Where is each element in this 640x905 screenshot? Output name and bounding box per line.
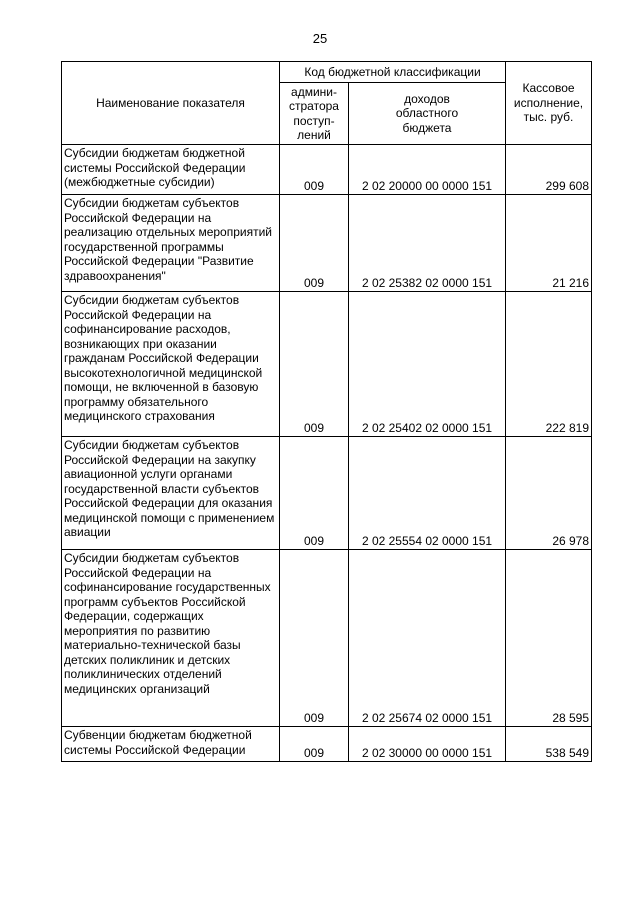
- budget-revenue-table: [61, 61, 592, 762]
- table-header: [62, 62, 592, 145]
- row-admin-code: 009: [280, 550, 349, 727]
- row-amount: 299 608: [506, 145, 592, 195]
- row-amount: 28 595: [506, 550, 592, 727]
- row-income-code: 2 02 25674 02 0000 151: [349, 550, 506, 727]
- row-income-code: 2 02 25554 02 0000 151: [349, 437, 506, 550]
- row-admin-code: 009: [280, 195, 349, 292]
- header-admin-code: админи- стратора поступ- лений: [280, 83, 349, 145]
- table-row: [62, 145, 592, 195]
- row-amount: 538 549: [506, 727, 592, 762]
- row-admin-code: 009: [280, 145, 349, 195]
- header-classification-code: Код бюджетной классификации: [280, 62, 506, 83]
- row-admin-code: 009: [280, 437, 349, 550]
- row-indicator-name: Субсидии бюджетам субъектов Российской Федерации на софинансирование расходов, возникающих при оказании гражданам Российской Федерации высокотехнологичной медицинской помощи, не включенной в базовую программу обязательного медицинского страхования: [62, 292, 280, 437]
- row-indicator-name: Субсидии бюджетам субъектов Российской Федерации на софинансирование государственных программ субъектов Российской Федерации, содержащих мероприятия по развитию материально-технической базы детских поликлиник и детских поликлинических отделений медицинских организаций: [62, 550, 280, 727]
- row-admin-code: 009: [280, 292, 349, 437]
- row-indicator-name: Субсидии бюджетам субъектов Российской Федерации на реализацию отдельных мероприятий государственной программы Российской Федерации "Развитие здравоохранения": [62, 195, 280, 292]
- page-number: 25: [312, 31, 328, 46]
- table-row: [62, 195, 592, 292]
- row-income-code: 2 02 20000 00 0000 151: [349, 145, 506, 195]
- row-income-code: 2 02 25382 02 0000 151: [349, 195, 506, 292]
- header-indicator-name: Наименование показателя: [62, 62, 280, 145]
- row-amount: 222 819: [506, 292, 592, 437]
- row-income-code: 2 02 25402 02 0000 151: [349, 292, 506, 437]
- row-indicator-name: Субвенции бюджетам бюджетной системы Российской Федерации: [62, 727, 280, 762]
- row-indicator-name: Субсидии бюджетам субъектов Российской Федерации на закупку авиационной услуги органами государственной власти субъектов Российской Федерации для оказания медицинской помощи с применением авиации: [62, 437, 280, 550]
- row-indicator-name: Субсидии бюджетам бюджетной системы Российской Федерации (межбюджетные субсидии): [62, 145, 280, 195]
- table-row: [62, 292, 592, 437]
- row-amount: 26 978: [506, 437, 592, 550]
- table-body: [62, 145, 592, 762]
- table-row: [62, 550, 592, 727]
- header-income-code: доходов областного бюджета: [349, 83, 506, 145]
- row-admin-code: 009: [280, 727, 349, 762]
- table-row: [62, 727, 592, 762]
- table-row: [62, 437, 592, 550]
- row-amount: 21 216: [506, 195, 592, 292]
- header-cash-execution: Кассовое исполнение, тыс. руб.: [506, 62, 592, 145]
- row-income-code: 2 02 30000 00 0000 151: [349, 727, 506, 762]
